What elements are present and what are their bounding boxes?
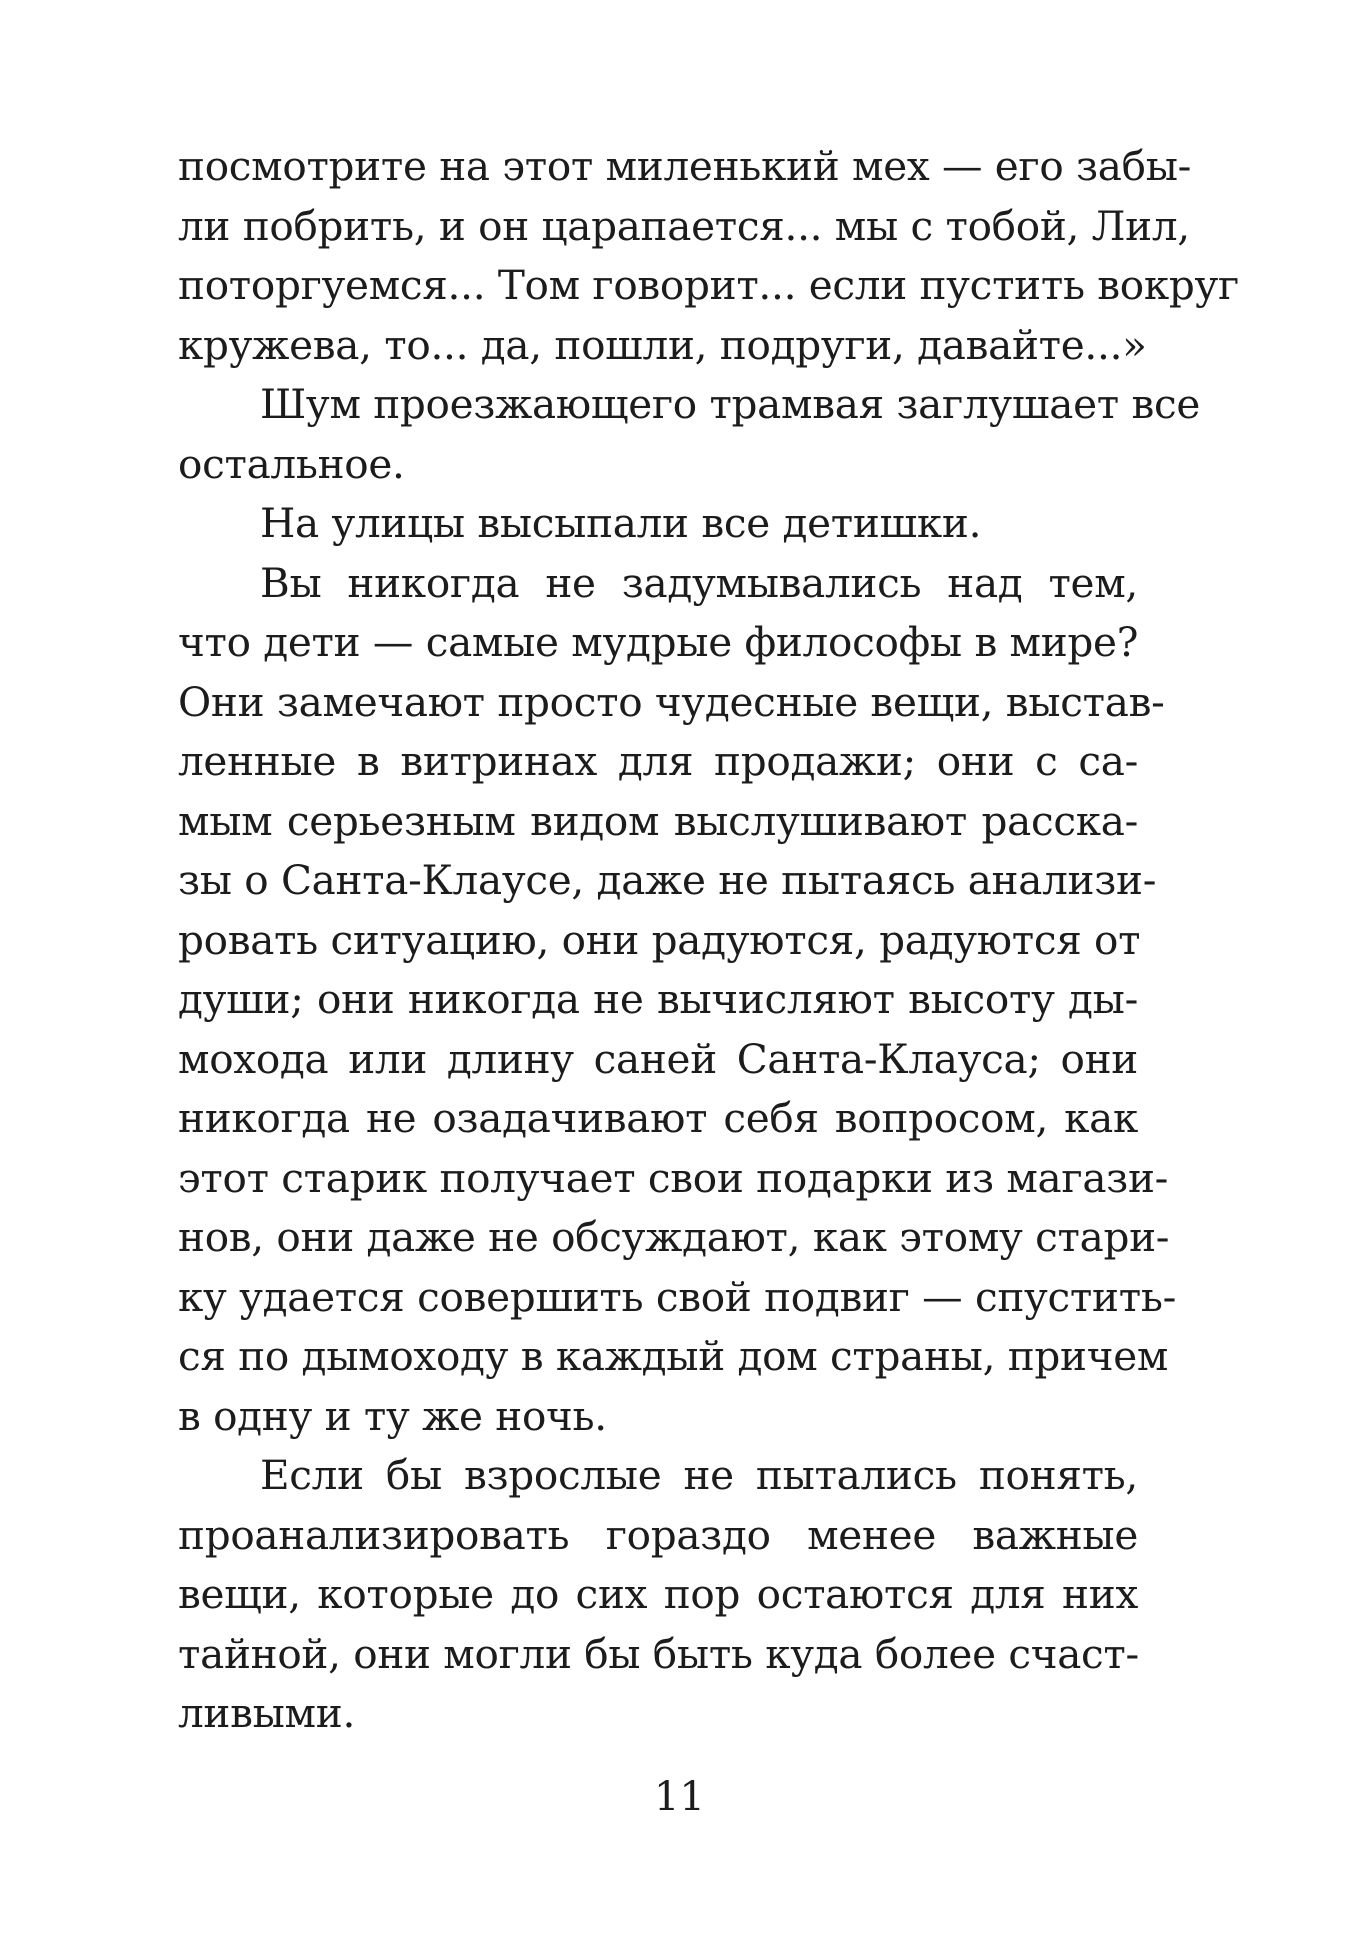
- text-line: остальное.: [178, 439, 405, 488]
- text-line: Они замечают просто чудесные вещи, выстав-: [178, 677, 1165, 726]
- paragraph-first-line: На улицы высыпали все детишки.: [260, 499, 982, 547]
- text-line: никогда не озадачивают себя вопросом, как: [178, 1094, 1138, 1142]
- body-text: [178, 137, 1239, 1744]
- text-line: ку удается совершить свой подвиг — спустить-: [178, 1272, 1176, 1321]
- text-line: этот старик получает свои подарки из магази-: [178, 1153, 1169, 1202]
- text-line: ленные в витринах для продажи; они с са-: [178, 737, 1138, 785]
- paragraph-first-line: Шум проезжающего трамвая заглушает все: [260, 380, 1200, 428]
- text-line: ли побрить, и он царапается... мы с тобой, Лил,: [178, 201, 1190, 250]
- paragraph-first-line: Вы никогда не задумывались над тем,: [260, 558, 1138, 607]
- text-line: посмотрите на этот миленький мех — его забы-: [178, 142, 1192, 190]
- text-line: ровать ситуацию, они радуются, радуются от: [178, 915, 1141, 964]
- text-line: поторгуемся... Том говорит... если пустить вокруг: [178, 261, 1239, 309]
- text-line: ся по дымоходу в каждый дом страны, причем: [178, 1332, 1169, 1380]
- text-line: души; они никогда не вычисляют высоту ды-: [178, 975, 1138, 1023]
- text-line: ливыми.: [178, 1689, 356, 1737]
- text-line: мохода или длину саней Санта-Клауса; они: [178, 1034, 1138, 1083]
- text-line: вещи, которые до сих пор остаются для них: [178, 1570, 1138, 1618]
- text-line: что дети — самые мудрые философы в мире?: [178, 618, 1139, 666]
- paragraph-first-line: Если бы взрослые не пытались понять,: [260, 1451, 1138, 1499]
- text-line: нов, они даже не обсуждают, как этому стари-: [178, 1213, 1170, 1261]
- text-line: проанализировать гораздо менее важные: [178, 1510, 1138, 1559]
- text-line: кружева, то... да, пошли, подруги, давайте...»: [178, 320, 1147, 369]
- text-line: тайной, они могли бы быть куда более счаст-: [178, 1629, 1139, 1678]
- page-number: 11: [654, 1774, 705, 1820]
- text-line: мым серьезным видом выслушивают расска-: [178, 796, 1138, 845]
- text-line: зы о Санта-Клаусе, даже не пытаясь анализи-: [178, 856, 1157, 904]
- text-line: в одну и ту же ночь.: [178, 1391, 607, 1440]
